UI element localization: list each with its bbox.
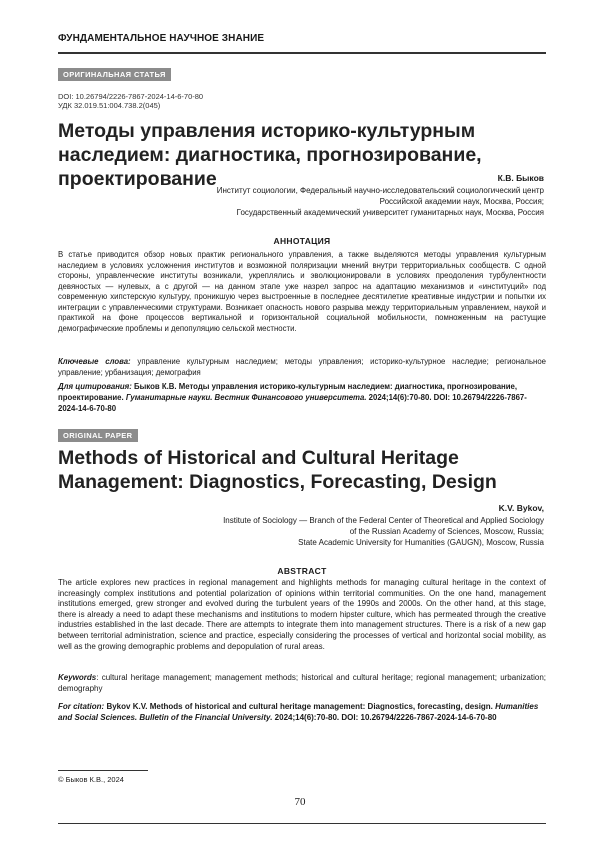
article-title-ru: Методы управления историко-культурным наследием: диагностика, прогнозирование, проектирование	[58, 119, 548, 191]
affiliation-line: Государственный академический университет гуманитарных наук, Москва, Россия	[217, 207, 544, 218]
journal-section-header: ФУНДАМЕНТАЛЬНОЕ НАУЧНОЕ ЗНАНИЕ	[58, 33, 264, 44]
citation-ru	[58, 382, 546, 414]
citation-tail: 2024;14(6):70-80. DOI: 10.26794/2226-7867-2024-14-6-70-80	[58, 393, 527, 413]
affiliations-ru	[217, 185, 544, 219]
citation-label: For citation:	[58, 702, 104, 711]
article-type-tag-en: ORIGINAL PAPER	[58, 429, 138, 442]
abstract-heading-ru: АННОТАЦИЯ	[58, 236, 546, 246]
page-number: 70	[0, 796, 600, 808]
keywords-text: управление культурным наследием; методы управления; историко-культурное наследие; региональное управление; урбанизация; демография	[58, 357, 546, 377]
affiliations-en	[223, 515, 544, 549]
article-type-tag-ru: ОРИГИНАЛЬНАЯ СТАТЬЯ	[58, 68, 171, 81]
citation-label: Для цитирования:	[58, 382, 132, 391]
author-name-en: K.V. Bykov,	[499, 503, 544, 513]
keywords-label: Ключевые слова:	[58, 357, 131, 366]
abstract-text-en: The article explores new practices in regional management and highlights methods for managing cultural heritage in the context of increasingly complex institutions and potential polarization of opinions within territorial communities. On the one hand, management institutions emerged, grew stronger and evolved during the turbulent years of the 1990s and 2000s. On the other hand, at this stage, there is already a need to adapt these mechanisms and institutions to modern hipster culture, which has permeated through the creative industries established in the last decade. There are attempts to integrate them into management structures. There is a risk of a new gap between territorial administration, science and practice, especially considering the processes of vertical and horizontal social mobility, as well as the growing demographic problems and depopulation of rural areas.	[58, 578, 546, 652]
keywords-label: Keywords	[58, 673, 96, 682]
keywords-en	[58, 673, 546, 694]
affiliation-line: State Academic University for Humanities (GAUGN), Moscow, Russia	[223, 537, 544, 548]
affiliation-line: Institute of Sociology — Branch of the Federal Center of Theoretical and Applied Sociology	[223, 515, 544, 526]
footnote-rule	[58, 770, 148, 771]
abstract-text-ru: В статье приводится обзор новых практик регионального управления, а также выделяются методы управления культурным наследием в условиях усложнения институтов и возможной поляризации мнений внутри территориальных сообществ. С одной стороны, управленческие институты возникали, укреплялись и эволюционировали в условиях преодоления турбулентности девяностых — нулевых, а с другой — на данном этапе уже назрел запрос на адаптацию механизмов и «институций» под современную хипстерскую культуру, проникшую через выстроенные в последнее десятилетие креативные индустрии и попытки их интеграции с управленческими структурами. Возникает опасность нового разрыва между территориальным управлением, наукой и практикой на фоне процессов вертикальной и горизонтальной социальной мобильности, помноженным на растущие демографические проблемы и депопуляцию сельской местности.	[58, 250, 546, 334]
footer-rule	[58, 823, 546, 824]
abstract-heading-en: ABSTRACT	[58, 566, 546, 576]
keywords-text: : cultural heritage management; management methods; historical and cultural heritage; regional management; urbanization; demography	[58, 673, 546, 693]
header-rule	[58, 52, 546, 54]
citation-journal: Гуманитарные науки. Вестник Финансового университета.	[126, 393, 367, 402]
citation-tail: 2024;14(6):70-80. DOI: 10.26794/2226-7867-2024-14-6-70-80	[275, 713, 497, 722]
affiliation-line: Российской академии наук, Москва, Россия;	[217, 196, 544, 207]
author-name-text: K.V. Bykov	[499, 503, 542, 513]
affiliation-line: Институт социологии, Федеральный научно-исследовательский социологический центр	[217, 185, 544, 196]
citation-journal: Humanities and Social Sciences. Bulletin of the Financial University.	[58, 702, 538, 722]
keywords-ru	[58, 357, 546, 378]
citation-en	[58, 702, 546, 724]
author-name-ru: К.В. Быков	[498, 173, 544, 183]
affiliation-line: of the Russian Academy of Sciences, Moscow, Russia;	[223, 526, 544, 537]
citation-text: Быков К.В. Методы управления историко-культурным наследием: диагностика, прогнозирование, проектирование.	[58, 382, 517, 402]
udk-line: УДК 32.019.51:004.738.2(045)	[58, 101, 160, 110]
copyright-footnote: © Быков К.В., 2024	[58, 775, 124, 784]
doi-line: DOI: 10.26794/2226-7867-2024-14-6-70-80	[58, 92, 203, 101]
citation-text: Bykov K.V. Methods of historical and cultural heritage management: Diagnostics, forecasting, design.	[106, 702, 492, 711]
article-title-en: Methods of Historical and Cultural Heritage Management: Diagnostics, Forecasting, Design	[58, 446, 548, 494]
